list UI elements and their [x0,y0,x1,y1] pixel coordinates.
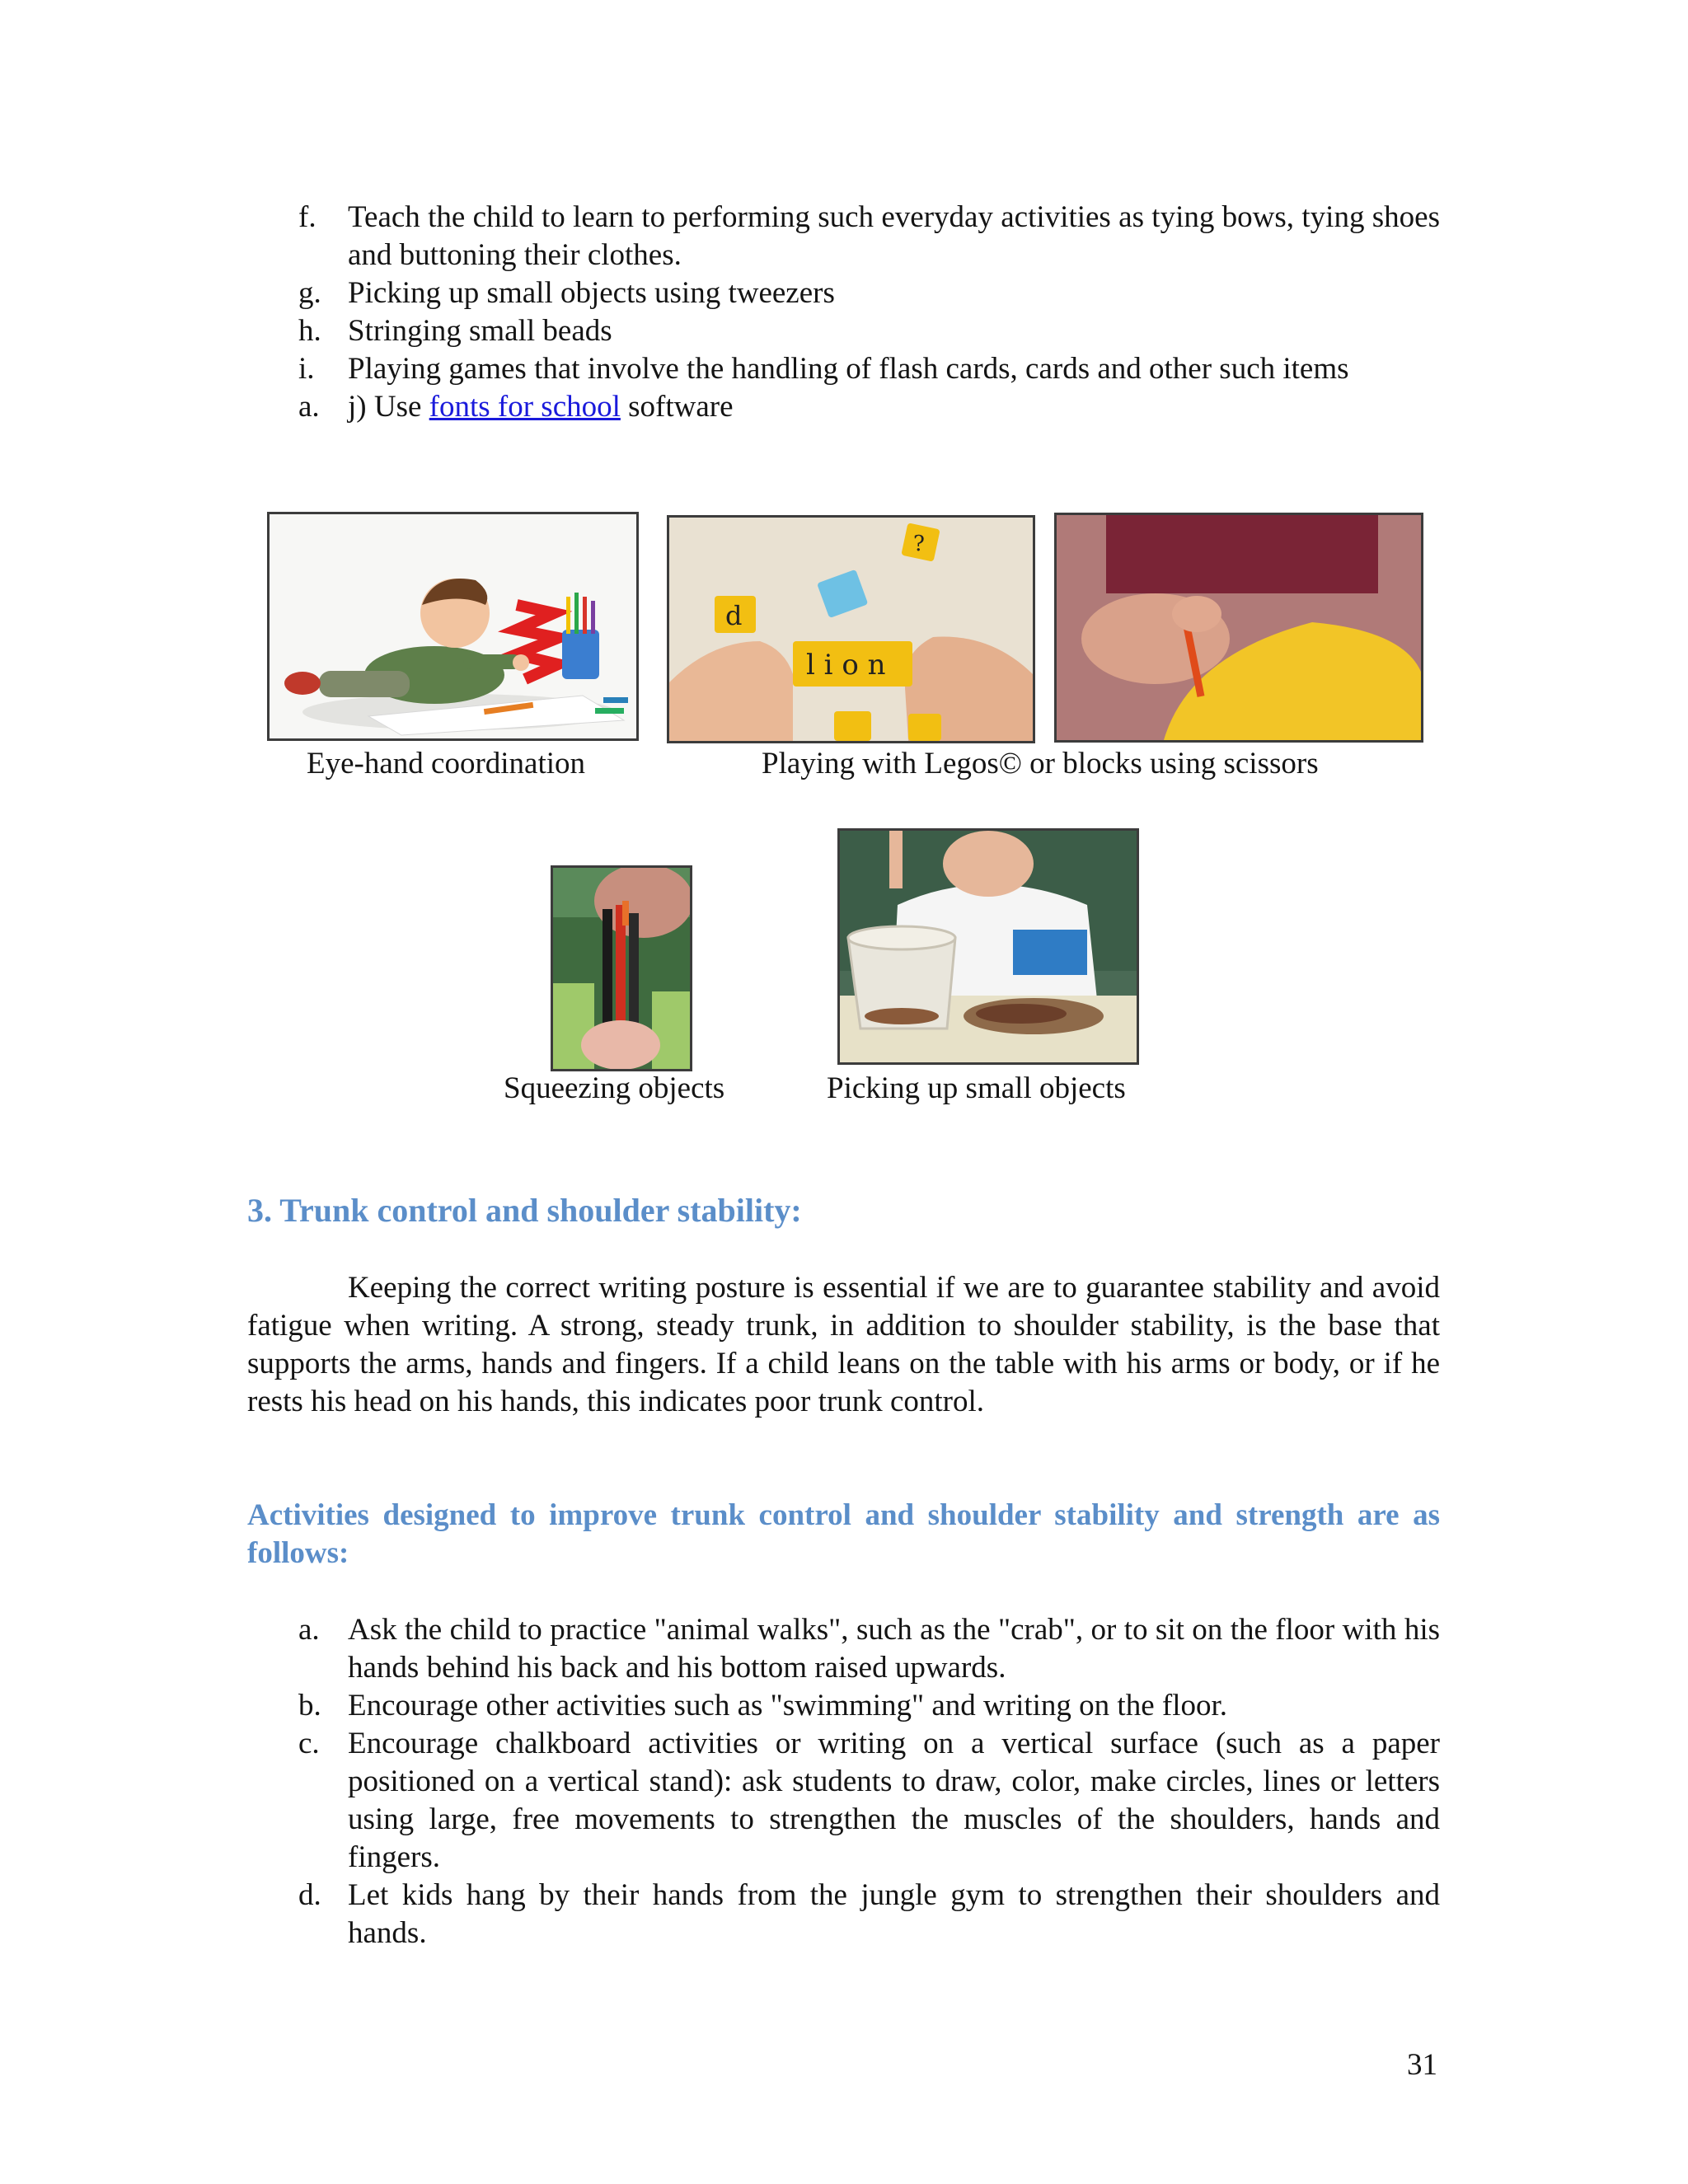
list-marker: h. [298,314,321,348]
squeezing-pencils-image [553,868,690,1069]
list-marker: c. [298,1727,320,1760]
fonts-for-school-link[interactable]: fonts for school [429,390,621,424]
list-marker: i. [298,352,315,386]
svg-text:d: d [725,600,743,631]
list-item-text: Encourage chalkboard activities or writing on a vertical surface (such as a paper positioned on a vertical stand): ask students to draw, color, make circles, lines or letters using large, free movements to strengthen the muscles of the shoulders, hands and fingers. [348,1727,1440,1874]
list-item [298,350,1440,388]
list-item [298,199,1440,274]
list-item [298,1877,1440,1952]
list-marker: a. [298,1613,320,1647]
list-item [298,1725,1440,1877]
scissors-photo [1054,513,1423,743]
list-item-text: Encourage other activities such as "swimming" and writing on the floor. [348,1689,1228,1722]
list-marker: d. [298,1878,321,1912]
trunk-activity-list [298,1611,1440,1952]
letter-blocks-image [669,518,1033,741]
child-drawing-image [270,514,636,738]
list-marker: a. [298,390,320,424]
section-heading: 3. Trunk control and shoulder stability: [247,1192,802,1229]
list-item-text: Teach the child to learn to performing such everyday activities as tying bows, tying shoes and buttoning their clothes. [348,200,1440,272]
caption-legos-scissors: Playing with Legos© or blocks using scissors [762,747,1319,780]
caption-picking: Picking up small objects [827,1071,1126,1105]
svg-text:?: ? [913,532,925,556]
top-activity-list [298,199,1440,426]
list-item [298,312,1440,350]
list-item [298,274,1440,312]
list-item-text: Picking up small objects using tweezers [348,276,835,310]
list-item-text-suffix: software [620,390,734,424]
list-item [298,388,1440,426]
list-item-text: Let kids hang by their hands from the jungle gym to strengthen their shoulders and hands. [348,1878,1440,1950]
picking-small-objects-photo [837,828,1139,1065]
list-item [298,1687,1440,1725]
svg-text:l i o n: l i o n [806,649,886,682]
eye-hand-coordination-photo [267,512,639,741]
list-item-text: Stringing small beads [348,314,612,348]
activities-heading: Activities designed to improve trunk control and shoulder stability and strength are as follows: [247,1498,1440,1570]
page-number: 31 [1407,2048,1437,2082]
body-paragraph: Keeping the correct writing posture is essential if we are to guarantee stability and avoid fatigue when writing. A strong, steady trunk, in addition to shoulder stability, is the base that supports the arms, hands and fingers. If a child leans on the table with his arms or body, or if he rests his head on his hands, this indicates poor trunk control. [247,1271,1440,1418]
list-marker: f. [298,200,316,234]
list-item [298,1611,1440,1687]
legos-blocks-photo [667,515,1035,743]
caption-squeezing: Squeezing objects [504,1071,725,1105]
list-marker: g. [298,276,321,310]
list-item-text: Playing games that involve the handling of flash cards, cards and other such items [348,352,1349,386]
squeezing-objects-photo [551,865,692,1071]
cutting-paper-image [1057,515,1421,740]
caption-eye-hand: Eye-hand coordination [307,747,586,780]
picking-beads-image [840,831,1137,1062]
list-item-text-prefix: j) Use [348,390,429,424]
list-marker: b. [298,1689,321,1722]
list-item-text: Ask the child to practice "animal walks", such as the "crab", or to sit on the floor with his hands behind his back and his bottom raised upwards. [348,1613,1440,1685]
